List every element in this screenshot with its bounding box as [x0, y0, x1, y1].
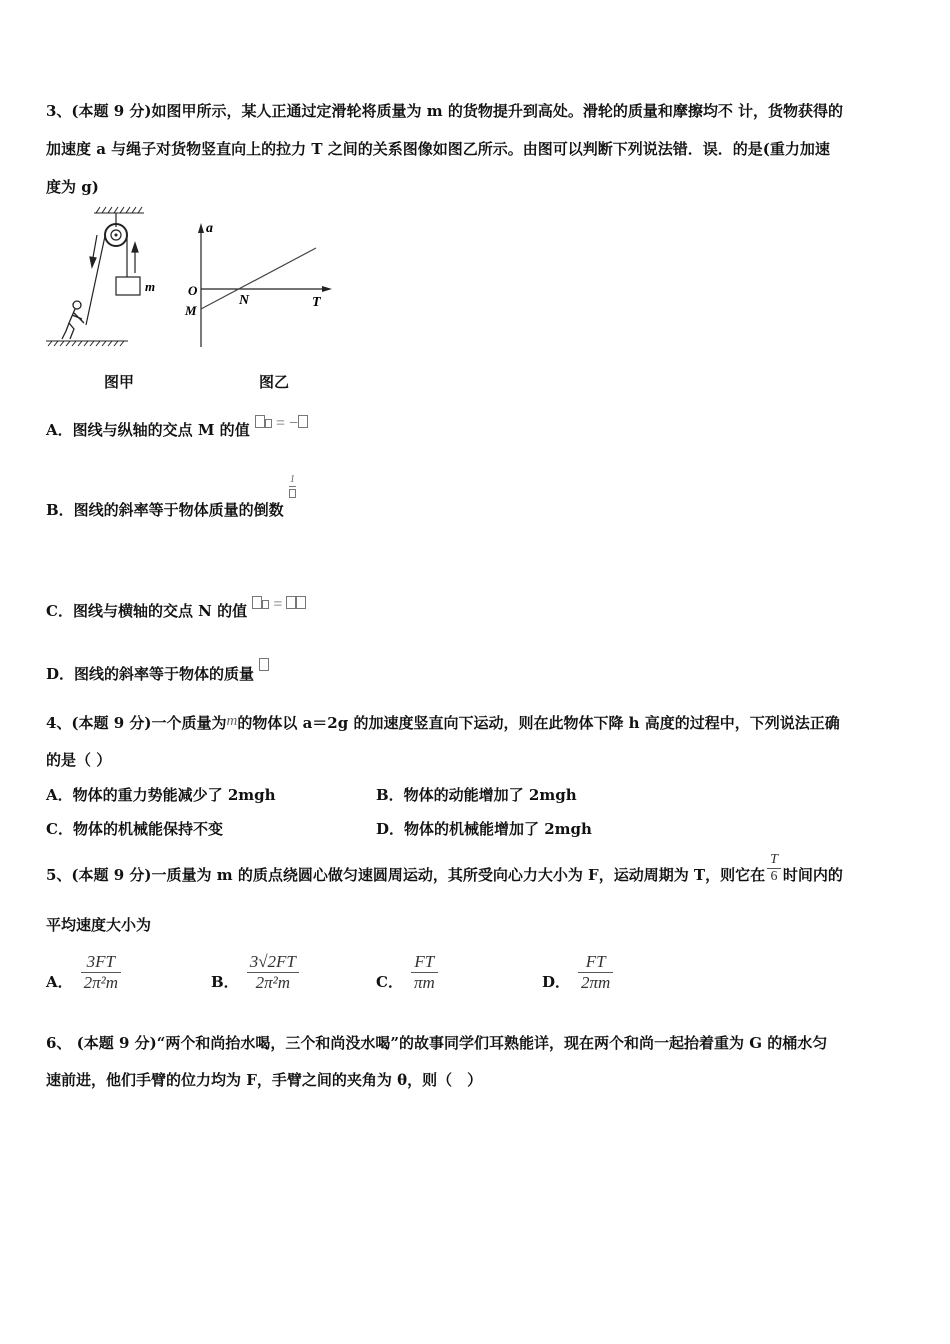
q3-option-b-text: B．图线的斜率等于物体质量的倒数 [46, 501, 284, 519]
q4-option-a: A．物体的重力势能减少了 2mgh [46, 786, 276, 804]
axis-label-t: T [312, 295, 321, 310]
q4-option-c: C．物体的机械能保持不变 [46, 820, 223, 838]
q5-option-a-fraction: $\frac{3FT}{\text{2π²m}}$ [81, 952, 121, 993]
q3-option-d [46, 664, 269, 685]
origin-label: O [188, 283, 198, 298]
q4-stem-line-2: 的是（ ） [46, 751, 112, 769]
q3-stem-line-3: 度为 g) [46, 178, 99, 196]
q3-option-a [46, 415, 308, 441]
y-axis [198, 223, 204, 347]
q4-option-b: B．物体的动能增加了 2mgh [376, 786, 577, 804]
x-axis [201, 286, 332, 292]
q5-option-b-fraction: $\frac{3√2FT}{\text{2π²m}}$ [247, 952, 299, 993]
q5-option-d: D． $\frac{FT}{2\pi m}$ [542, 952, 613, 993]
q4-stem-line-1: 4、(本题 9 分)一个质量为m的物体以 a＝2g 的加速度竖直向下运动，则在此物体下降 h 高度的过程中，下列说法正确 [46, 713, 840, 732]
q3-option-c-math: = [252, 596, 306, 613]
cargo-box [116, 277, 140, 295]
point-n-label: N [239, 293, 250, 308]
figure-yi-graph [180, 215, 340, 355]
q3-stem-line-1: 3、(本题 9 分)如图甲所示，某人正通过定滑轮将质量为 m 的货物提升到高处。滑轮的质量和摩擦均不 计，货物获得的 [46, 102, 844, 120]
rope-left [86, 236, 105, 325]
q3-option-b-math: 1 [289, 474, 296, 499]
person-icon [62, 301, 84, 339]
q5-time-fraction: $\frac{T}{6}$ [767, 852, 781, 885]
axis-label-a: a [206, 221, 213, 236]
q3-option-b [46, 474, 296, 525]
graph-line [201, 248, 316, 309]
q5-stem-line-1: 5、(本题 9 分)一质量为 m 的质点绕圆心做匀速圆周运动，其所受向心力大小为 F，运动周期为 T，则它在 $\frac{T}{6}$ 时间内的 [46, 851, 843, 884]
q6-stem-line-2: 速前进，他们手臂的位力均为 F，手臂之间的夹角为 θ，则（ ） [46, 1071, 483, 1089]
q5-option-d-fraction: $\frac{FT}{2\pi m}$ [578, 952, 613, 993]
q3-option-a-text: A．图线与纵轴的交点 M 的值 [46, 421, 250, 439]
q3-option-d-text: D．图线的斜率等于物体的质量 [46, 665, 255, 683]
q3-option-d-math [259, 659, 269, 675]
figure-jia-pulley [44, 205, 169, 355]
point-m-label: M [185, 303, 197, 318]
q3-option-c-text: C．图线与横轴的交点 N 的值 [46, 602, 248, 620]
figure-jia-caption: 图甲 [104, 373, 135, 391]
q3-option-c [46, 596, 306, 622]
q3-stem-line-2: 加速度 a 与绳子对货物竖直向上的拉力 T 之间的关系图像如图乙所示。由图可以判断下列说法错．误．的是(重力加速 [46, 140, 830, 158]
ground-hatch [46, 341, 128, 346]
q5-option-a: A． $\frac{3FT}{\text{2π²m}}$ [46, 952, 121, 993]
q6-stem-line-1: 6、 (本题 9 分)“两个和尚抬水喝，三个和尚没水喝”的故事同学们耳熟能详，现在两个和尚一起抬着重为 G 的桶水匀 [46, 1034, 828, 1052]
q4-option-d: D．物体的机械能增加了 2mgh [376, 820, 592, 838]
q5-option-b: B． $\frac{3√2FT}{\text{2π²m}}$ [211, 952, 299, 993]
q3-option-a-math: = − [255, 415, 308, 432]
q5-stem-line-2: 平均速度大小为 [46, 916, 152, 934]
q5-option-c: C． $\frac{FT}{\pi m}$ [376, 952, 438, 993]
mass-label: m [145, 279, 156, 294]
figure-yi-caption: 图乙 [259, 373, 290, 391]
arrow-down-icon [90, 235, 97, 267]
q5-option-c-fraction: $\frac{FT}{\pi m}$ [411, 952, 438, 993]
ceiling-hatch [94, 207, 144, 213]
arrow-up-icon [132, 243, 138, 273]
